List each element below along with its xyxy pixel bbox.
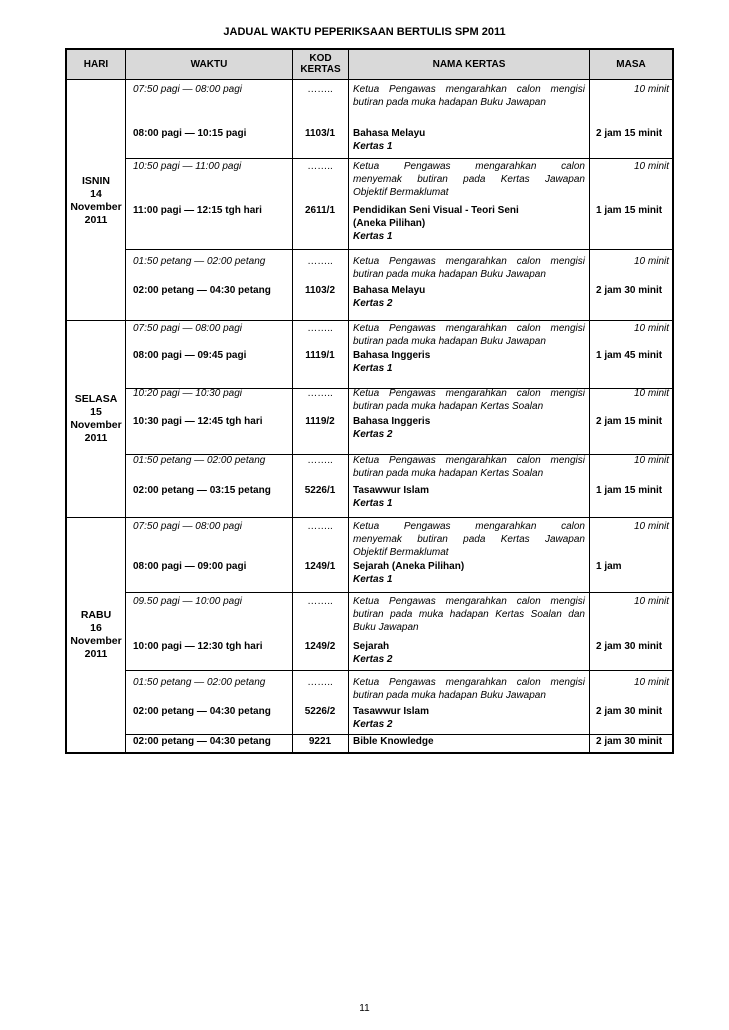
nama-line: Tasawwur Islam (353, 706, 429, 717)
masa-cell: 2 jam 30 minit (596, 736, 663, 747)
header-kod-line1: KOD (309, 53, 332, 64)
nama-line: Objektif Bermaklumat (353, 187, 449, 198)
nama-kertas-cell (353, 387, 585, 413)
day-name: ISNIN (81, 174, 110, 187)
masa-cell: 10 minit (633, 323, 669, 334)
nama-kertas-cell (353, 454, 585, 480)
waktu-cell: 07:50 pagi — 08:00 pagi (133, 323, 242, 334)
masa-cell: 1 jam 15 minit (596, 205, 663, 216)
waktu-cell: 08:00 pagi — 09:00 pagi (133, 561, 247, 572)
nama-line: Kertas 1 (353, 231, 393, 242)
waktu-cell: 07:50 pagi — 08:00 pagi (133, 521, 242, 532)
masa-cell: 10 minit (633, 455, 669, 466)
day-name: RABU (80, 609, 112, 621)
waktu-cell: 01:50 petang — 02:00 petang (133, 256, 266, 267)
waktu-cell: 07:50 pagi — 08:00 pagi (133, 84, 242, 95)
page-title: JADUAL WAKTU PEPERIKSAAN BERTULIS SPM 2011 (223, 26, 506, 38)
slot-divider (126, 158, 672, 159)
nama-line: butiran pada muka hadapan Kertas Soalan (353, 401, 544, 412)
nama-line: Ketua Pengawas mengarahkan calon (353, 521, 585, 532)
nama-line: Objektif Bermaklumat (353, 547, 449, 558)
page-number: 11 (359, 1003, 370, 1014)
kod-cell: …….. (307, 161, 333, 172)
column-divider (589, 50, 590, 752)
waktu-cell: 02:00 petang — 04:30 petang (133, 736, 271, 747)
column-divider (125, 50, 126, 752)
waktu-cell: 10:00 pagi — 12:30 tgh hari (133, 641, 263, 652)
kod-cell: …….. (307, 596, 333, 607)
masa-cell: 10 minit (633, 388, 669, 399)
day-divider (67, 517, 672, 518)
kod-cell: …….. (307, 323, 333, 334)
nama-line: Kertas 2 (353, 654, 393, 665)
nama-kertas-cell (353, 322, 585, 348)
day-name: SELASA (74, 393, 118, 405)
kod-cell: 1119/1 (305, 350, 335, 361)
kod-cell: 9221 (308, 736, 332, 747)
kod-cell: 1103/1 (304, 128, 336, 139)
nama-kertas-cell (353, 676, 585, 702)
nama-line: Bible Knowledge (353, 736, 434, 747)
nama-line: butiran pada muka hadapan Buku Jawapan (353, 269, 546, 280)
kod-cell: …….. (307, 455, 333, 466)
waktu-cell: 10:30 pagi — 12:45 tgh hari (133, 416, 263, 427)
waktu-cell: 09.50 pagi — 10:00 pagi (133, 596, 242, 607)
nama-line: butiran pada muka hadapan Buku Jawapan (353, 97, 546, 108)
nama-line: Kertas 2 (353, 429, 393, 440)
nama-line: Kertas 1 (353, 141, 393, 152)
day-date: 15 (90, 406, 102, 418)
masa-cell: 10 minit (633, 84, 669, 95)
nama-line: menyemak butiran pada Kertas Jawapan (353, 534, 585, 545)
nama-kertas-cell (353, 735, 585, 748)
kod-cell: …….. (307, 256, 333, 267)
waktu-cell: 01:50 petang — 02:00 petang (133, 455, 266, 466)
header-masa: MASA (616, 58, 646, 70)
header-hari: HARI (83, 58, 109, 70)
nama-line: Kertas 1 (353, 498, 393, 509)
waktu-cell: 10:50 pagi — 11:00 pagi (133, 161, 242, 172)
day-year: 2011 (84, 648, 108, 660)
kod-cell: 1249/1 (304, 561, 336, 572)
nama-line: Ketua Pengawas mengarahkan calon mengisi (353, 677, 585, 688)
masa-cell: 2 jam 30 minit (596, 706, 663, 717)
masa-cell: 2 jam 30 minit (596, 285, 663, 296)
waktu-cell: 11:00 pagi — 12:15 tgh hari (133, 205, 262, 216)
nama-kertas-cell (353, 595, 585, 634)
nama-line: Ketua Pengawas mengarahkan calon (353, 161, 585, 172)
nama-line: Bahasa Melayu (353, 128, 426, 139)
nama-line: Ketua Pengawas mengarahkan calon mengisi (353, 84, 585, 95)
kod-cell: …….. (307, 388, 333, 399)
nama-line: Kertas 2 (353, 719, 393, 730)
nama-kertas-cell (353, 349, 585, 375)
nama-kertas-cell (353, 560, 585, 586)
nama-line: butiran pada muka hadapan Kertas Soalan (353, 468, 544, 479)
slot-divider (126, 670, 672, 671)
kod-cell: …….. (307, 84, 333, 95)
nama-line: Ketua Pengawas mengarahkan calon mengisi (353, 323, 585, 334)
header-nama-kertas: NAMA KERTAS (432, 58, 506, 70)
day-year: 2011 (84, 432, 108, 444)
masa-cell: 2 jam 15 minit (596, 128, 663, 139)
nama-line: Tasawwur Islam (353, 485, 429, 496)
waktu-cell: 10:20 pagi — 10:30 pagi (133, 388, 242, 399)
nama-kertas-cell (353, 127, 585, 153)
nama-kertas-cell (353, 255, 585, 281)
header-kod-line2: KERTAS (300, 64, 341, 75)
kod-cell: 5226/1 (304, 485, 336, 496)
nama-line: Ketua Pengawas mengarahkan calon mengisi (353, 388, 585, 399)
day-date: 14 (90, 187, 102, 200)
waktu-cell: 08:00 pagi — 09:45 pagi (133, 350, 247, 361)
nama-line: Bahasa Melayu (353, 285, 426, 296)
masa-cell: 10 minit (633, 161, 669, 172)
nama-line: Sejarah (Aneka Pilihan) (353, 561, 465, 572)
masa-cell: 1 jam (596, 561, 622, 572)
nama-line: Ketua Pengawas mengarahkan calon mengisi (353, 455, 585, 466)
nama-line: butiran pada muka hadapan Buku Jawapan (353, 336, 546, 347)
exam-timetable (65, 48, 674, 754)
table-header (67, 50, 672, 80)
day-year: 2011 (84, 213, 108, 226)
kod-cell: …….. (307, 521, 333, 532)
waktu-cell: 02:00 petang — 04:30 petang (133, 706, 271, 717)
slot-divider (126, 249, 672, 250)
nama-kertas-cell (353, 415, 585, 441)
masa-cell: 1 jam 15 minit (596, 485, 663, 496)
nama-line: (Aneka Pilihan) (353, 218, 426, 229)
day-date: 16 (90, 622, 102, 634)
nama-kertas-cell (353, 520, 585, 559)
kod-cell: 1119/2 (305, 416, 335, 427)
masa-cell: 1 jam 45 minit (596, 350, 663, 361)
header-kod-kertas (293, 50, 348, 78)
nama-kertas-cell (353, 284, 585, 310)
nama-line: Buku Jawapan (353, 622, 419, 633)
nama-kertas-cell (353, 83, 585, 109)
day-month: November (70, 635, 122, 647)
kod-cell: 5226/2 (304, 706, 336, 717)
day-month: November (70, 419, 122, 431)
waktu-cell: 02:00 petang — 03:15 petang (133, 485, 271, 496)
day-divider (67, 320, 672, 321)
waktu-cell: 02:00 petang — 04:30 petang (133, 285, 271, 296)
day-label (67, 81, 125, 320)
nama-kertas-cell (353, 484, 585, 510)
nama-line: butiran pada muka hadapan Kertas Soalan dan (353, 609, 585, 620)
waktu-cell: 08:00 pagi — 10:15 pagi (133, 128, 247, 139)
nama-line: Sejarah (353, 641, 390, 652)
masa-cell: 2 jam 30 minit (596, 641, 663, 652)
masa-cell: 10 minit (633, 521, 669, 532)
nama-line: Ketua Pengawas mengarahkan calon mengisi (353, 256, 585, 267)
nama-line: Kertas 1 (353, 574, 393, 585)
nama-line: Bahasa Inggeris (353, 350, 431, 361)
masa-cell: 10 minit (633, 677, 669, 688)
kod-cell: 2611/1 (304, 205, 336, 216)
nama-line: butiran pada muka hadapan Buku Jawapan (353, 690, 546, 701)
masa-cell: 2 jam 15 minit (596, 416, 663, 427)
kod-cell: 1103/2 (304, 285, 336, 296)
kod-cell: …….. (307, 677, 333, 688)
nama-line: Ketua Pengawas mengarahkan calon mengisi (353, 596, 585, 607)
waktu-cell: 01:50 petang — 02:00 petang (133, 677, 266, 688)
slot-divider (126, 592, 672, 593)
nama-kertas-cell (353, 640, 585, 666)
header-waktu: WAKTU (190, 58, 228, 70)
nama-line: menyemak butiran pada Kertas Jawapan (353, 174, 585, 185)
masa-cell: 10 minit (633, 596, 669, 607)
nama-line: Kertas 1 (353, 363, 393, 374)
nama-kertas-cell (353, 705, 585, 731)
column-divider (348, 50, 349, 752)
nama-kertas-cell (353, 204, 585, 243)
day-month: November (70, 200, 122, 213)
kod-cell: 1249/2 (304, 641, 336, 652)
nama-line: Kertas 2 (353, 298, 393, 309)
nama-line: Bahasa Inggeris (353, 416, 431, 427)
day-label (67, 518, 125, 752)
masa-cell: 10 minit (633, 256, 669, 267)
day-label (67, 321, 125, 517)
nama-line: Pendidikan Seni Visual - Teori Seni (353, 205, 519, 216)
nama-kertas-cell (353, 160, 585, 199)
